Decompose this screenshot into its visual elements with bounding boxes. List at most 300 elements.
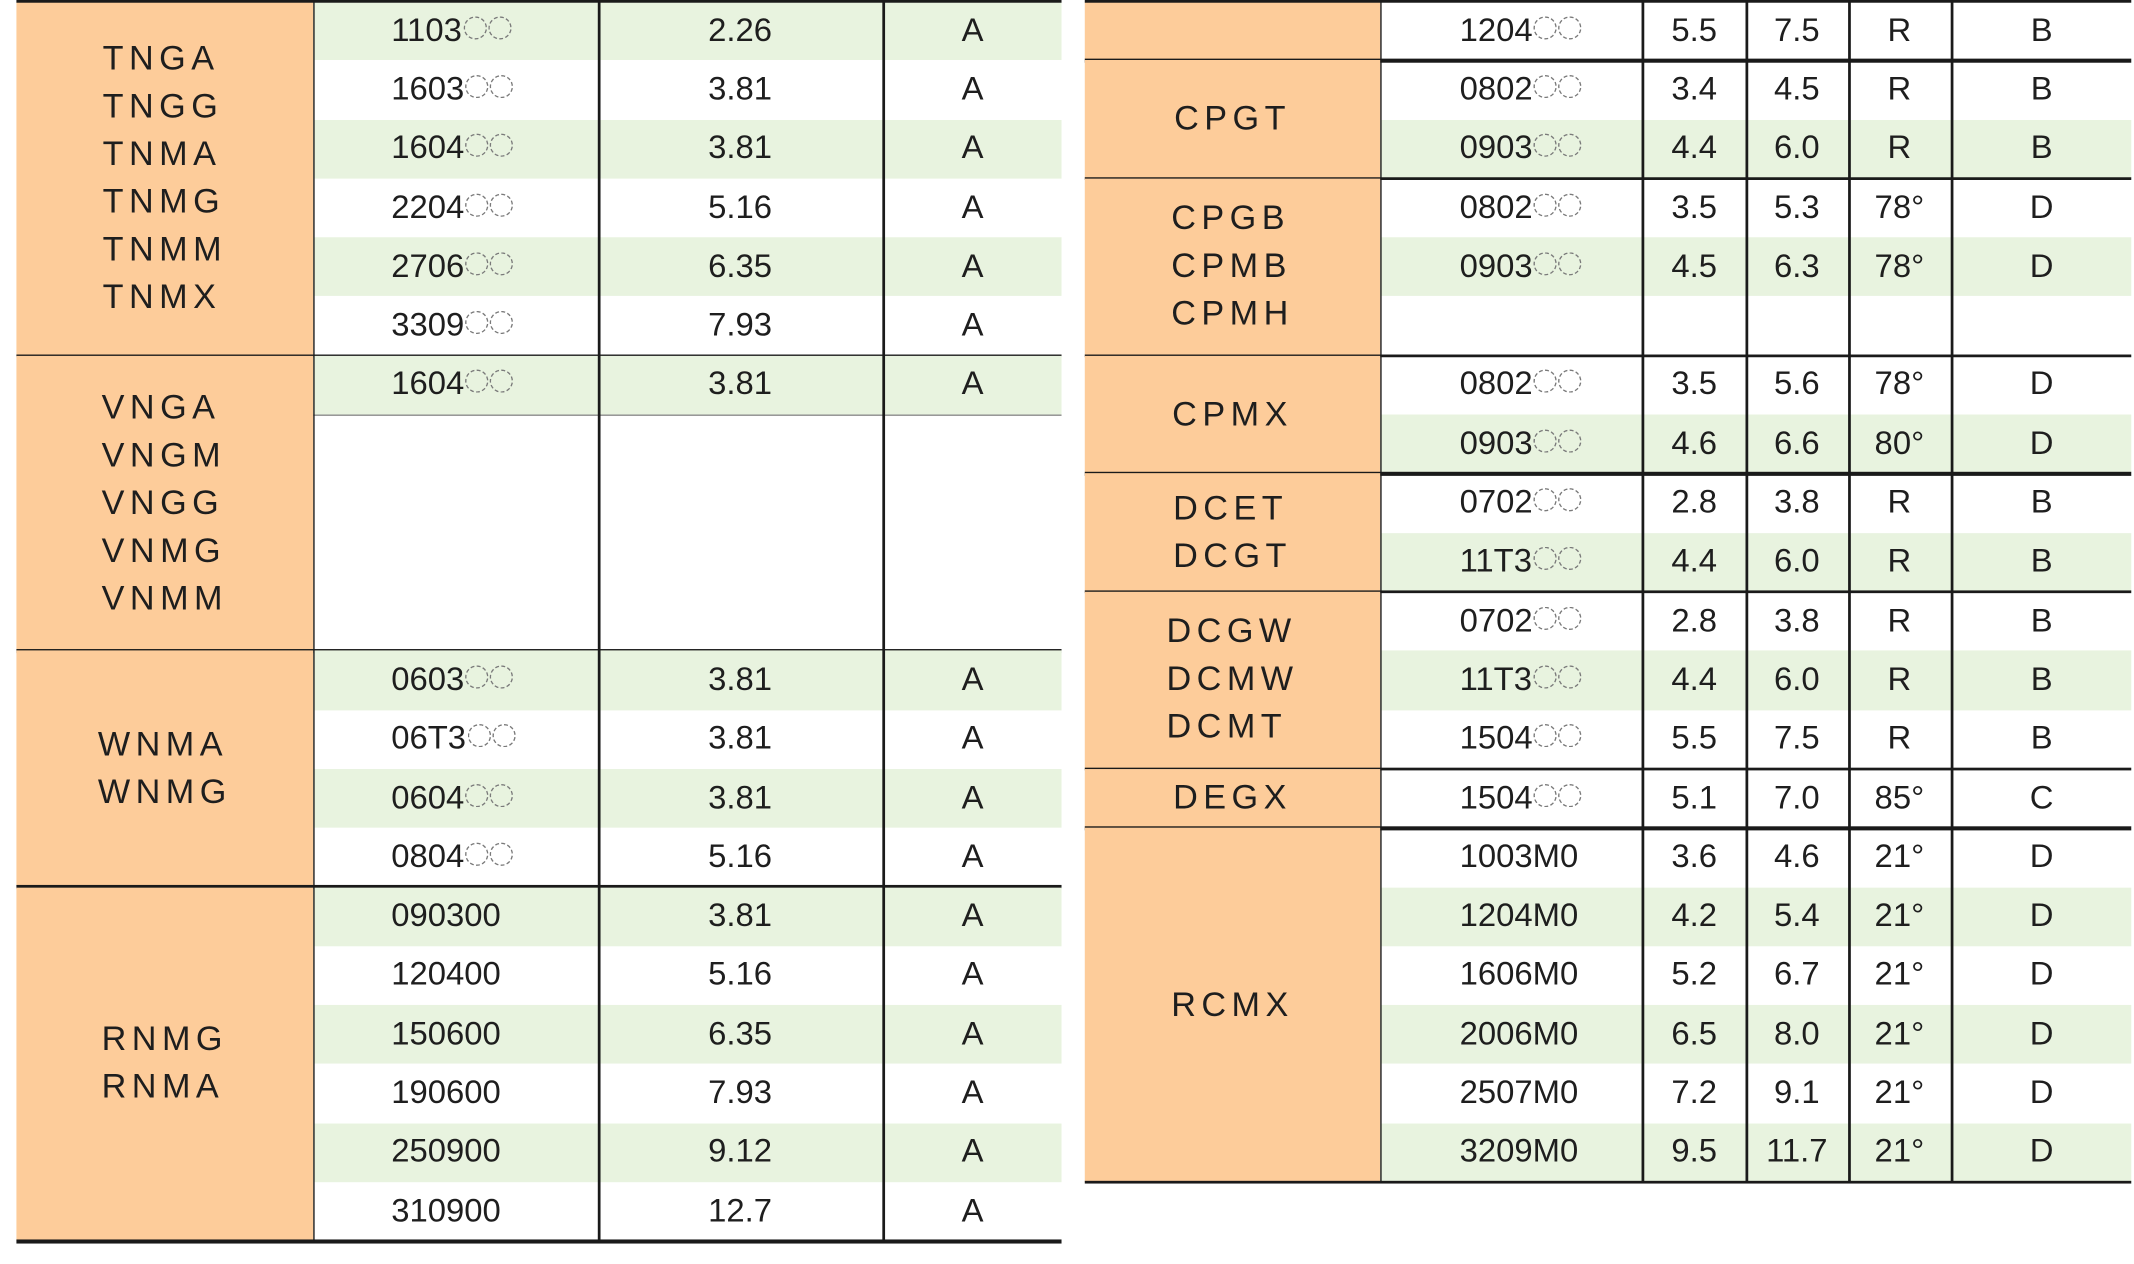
type-cell bbox=[884, 1182, 1062, 1241]
d1-cell bbox=[1643, 1064, 1746, 1123]
type-cell bbox=[884, 60, 1062, 119]
angle-value: 78° bbox=[1874, 247, 1925, 285]
d2-value: 3.8 bbox=[1773, 602, 1820, 640]
type-value: D bbox=[2029, 247, 2054, 285]
empty-row bbox=[313, 592, 1061, 651]
d1-value: 6.5 bbox=[1671, 1015, 1718, 1053]
type-cell bbox=[884, 1064, 1062, 1123]
type-value: B bbox=[2030, 720, 2053, 758]
type-cell bbox=[1952, 887, 2131, 946]
d2-value: 4.6 bbox=[1773, 838, 1820, 876]
type-cell bbox=[1952, 592, 2131, 651]
table-row bbox=[313, 1, 1061, 60]
table-row bbox=[1380, 651, 2131, 710]
ic-cell bbox=[598, 119, 883, 178]
ic-value: 3.81 bbox=[708, 897, 773, 935]
d2-cell bbox=[1746, 828, 1849, 887]
placeholder-circles-icon bbox=[466, 660, 515, 698]
d1-cell bbox=[1643, 946, 1746, 1005]
placeholder-circles-icon bbox=[1533, 542, 1582, 580]
placeholder-circles-icon bbox=[1534, 719, 1583, 757]
angle-value: 21° bbox=[1874, 838, 1925, 876]
type-value: A bbox=[961, 306, 984, 344]
d2-cell bbox=[1746, 60, 1849, 119]
insert-group-label bbox=[16, 651, 313, 887]
size-value: 0804 bbox=[391, 838, 465, 876]
ic-value: 3.81 bbox=[708, 366, 773, 403]
type-value: D bbox=[2029, 956, 2054, 994]
size-cell bbox=[391, 769, 596, 828]
ic-value: 9.12 bbox=[708, 1133, 773, 1171]
ic-cell bbox=[598, 946, 883, 1005]
column-divider bbox=[1951, 1, 1954, 1182]
d1-value: 4.4 bbox=[1671, 129, 1718, 167]
group-divider bbox=[1085, 1181, 2131, 1184]
d1-cell bbox=[1643, 769, 1746, 828]
size-cell bbox=[1460, 769, 1642, 828]
size-cell bbox=[391, 887, 596, 946]
type-cell bbox=[1952, 1123, 2131, 1182]
placeholder-circles-icon bbox=[466, 837, 515, 875]
table-row bbox=[1380, 828, 2131, 887]
d2-cell bbox=[1746, 415, 1849, 474]
insert-code: DCGW bbox=[1166, 612, 1297, 652]
d1-cell bbox=[1643, 415, 1746, 474]
empty-row bbox=[313, 415, 1061, 474]
angle-cell bbox=[1848, 178, 1951, 237]
d2-cell bbox=[1746, 1064, 1849, 1123]
insert-code-list bbox=[1173, 485, 1292, 580]
angle-value: 80° bbox=[1874, 425, 1925, 462]
placeholder-circles-icon bbox=[466, 69, 515, 107]
table-top-rule bbox=[1085, 0, 2131, 3]
d2-cell bbox=[1746, 119, 1849, 178]
size-cell bbox=[391, 178, 596, 237]
placeholder-circles-icon bbox=[1534, 483, 1583, 521]
angle-value: R bbox=[1887, 543, 1912, 580]
ic-cell bbox=[598, 356, 883, 415]
column-divider bbox=[1746, 1, 1749, 1182]
insert-code: TNMG bbox=[102, 182, 226, 221]
d2-value: 9.1 bbox=[1773, 1074, 1820, 1112]
angle-value: 21° bbox=[1874, 897, 1925, 935]
d2-cell bbox=[1746, 356, 1849, 415]
table-row bbox=[313, 356, 1061, 415]
angle-value: R bbox=[1887, 484, 1912, 521]
row-divider bbox=[313, 415, 1061, 416]
d1-cell bbox=[1643, 474, 1746, 533]
d1-cell bbox=[1643, 828, 1746, 887]
ic-value: 6.35 bbox=[708, 1015, 773, 1053]
insert-group-label bbox=[1085, 474, 1380, 592]
angle-cell bbox=[1848, 592, 1951, 651]
insert-code-list bbox=[1171, 981, 1294, 1029]
insert-code-list bbox=[1173, 775, 1292, 823]
type-value: A bbox=[961, 1133, 984, 1171]
insert-code: RNMA bbox=[101, 1068, 225, 1107]
d1-cell bbox=[1643, 533, 1746, 592]
size-value: 0702 bbox=[1459, 484, 1533, 521]
type-cell bbox=[1952, 710, 2131, 769]
type-value: A bbox=[961, 11, 984, 49]
d1-value: 7.2 bbox=[1671, 1074, 1718, 1112]
d2-value: 11.7 bbox=[1766, 1133, 1828, 1171]
size-value: 150600 bbox=[391, 1015, 501, 1053]
d1-cell bbox=[1643, 60, 1746, 119]
size-value: 0802 bbox=[1459, 188, 1533, 226]
size-cell bbox=[391, 651, 596, 710]
empty-row bbox=[1380, 297, 2131, 356]
d1-value: 4.5 bbox=[1671, 247, 1718, 285]
table-row bbox=[1380, 238, 2131, 297]
table-row bbox=[1380, 710, 2131, 769]
table-row bbox=[1380, 533, 2131, 592]
size-value: 250900 bbox=[391, 1133, 501, 1171]
ic-value: 3.81 bbox=[708, 720, 773, 758]
size-cell bbox=[1460, 710, 1642, 769]
type-cell bbox=[884, 828, 1062, 887]
table-row bbox=[313, 651, 1061, 710]
type-value: D bbox=[2029, 188, 2054, 226]
d1-value: 4.6 bbox=[1671, 425, 1718, 462]
type-cell bbox=[1952, 119, 2131, 178]
insert-code: WNMA bbox=[97, 725, 229, 764]
size-value: 0903 bbox=[1459, 247, 1533, 285]
type-value: C bbox=[2029, 779, 2054, 817]
size-cell bbox=[1460, 1, 1642, 60]
insert-code: VNGA bbox=[101, 387, 221, 427]
ic-cell bbox=[598, 769, 883, 828]
type-cell bbox=[884, 238, 1062, 297]
type-value: A bbox=[961, 1015, 984, 1053]
ic-value: 3.81 bbox=[708, 129, 773, 167]
placeholder-circles-icon bbox=[466, 247, 515, 285]
size-cell bbox=[1460, 1005, 1642, 1064]
table-row bbox=[313, 1123, 1061, 1182]
type-cell bbox=[1952, 828, 2131, 887]
angle-cell bbox=[1848, 1123, 1951, 1182]
d1-value: 3.4 bbox=[1671, 70, 1718, 108]
type-cell bbox=[884, 651, 1062, 710]
insert-code: DEGX bbox=[1173, 778, 1292, 817]
size-cell bbox=[1460, 178, 1642, 237]
column-divider bbox=[1380, 1, 1382, 1182]
insert-group-label bbox=[1085, 356, 1380, 474]
d2-value: 4.5 bbox=[1773, 70, 1820, 108]
d1-cell bbox=[1643, 1, 1746, 60]
type-cell bbox=[1952, 533, 2131, 592]
d1-cell bbox=[1643, 356, 1746, 415]
ic-cell bbox=[598, 828, 883, 887]
table-row bbox=[313, 828, 1061, 887]
size-cell bbox=[391, 1182, 596, 1241]
insert-code: TNMA bbox=[102, 134, 222, 174]
size-cell bbox=[1460, 592, 1642, 651]
size-value: 190600 bbox=[391, 1074, 501, 1112]
placeholder-circles-icon bbox=[1534, 10, 1583, 48]
d1-value: 2.8 bbox=[1671, 602, 1718, 640]
column-divider bbox=[598, 1, 601, 1241]
insert-code: TNMX bbox=[102, 278, 222, 317]
d2-cell bbox=[1746, 238, 1849, 297]
ic-cell bbox=[598, 297, 883, 356]
insert-code-list bbox=[98, 721, 232, 816]
table-row bbox=[1380, 356, 2131, 415]
size-value: 0702 bbox=[1459, 602, 1533, 640]
ic-cell bbox=[598, 178, 883, 237]
type-cell bbox=[1952, 651, 2131, 710]
placeholder-circles-icon bbox=[1534, 778, 1583, 816]
angle-cell bbox=[1848, 356, 1951, 415]
ic-cell bbox=[598, 1064, 883, 1123]
d2-cell bbox=[1746, 474, 1849, 533]
insert-code: CPMX bbox=[1172, 394, 1293, 434]
table-row bbox=[313, 946, 1061, 1005]
d2-value: 7.0 bbox=[1773, 779, 1820, 817]
placeholder-circles-icon bbox=[1534, 247, 1583, 285]
type-cell bbox=[1952, 1, 2131, 60]
ic-cell bbox=[598, 887, 883, 946]
type-cell bbox=[884, 1123, 1062, 1182]
size-value: 090300 bbox=[391, 897, 501, 935]
size-value: 2507M0 bbox=[1459, 1074, 1579, 1112]
angle-value: R bbox=[1887, 720, 1912, 758]
size-cell bbox=[391, 60, 596, 119]
angle-cell bbox=[1848, 474, 1951, 533]
size-value: 1504 bbox=[1459, 720, 1533, 758]
insert-code: TNMM bbox=[102, 230, 228, 269]
type-value: B bbox=[2030, 70, 2053, 108]
table-row bbox=[1380, 1123, 2131, 1182]
type-cell bbox=[884, 178, 1062, 237]
angle-cell bbox=[1848, 238, 1951, 297]
angle-value: 21° bbox=[1874, 1074, 1925, 1112]
angle-cell bbox=[1848, 946, 1951, 1005]
size-value: 1604 bbox=[391, 366, 465, 403]
d1-cell bbox=[1643, 651, 1746, 710]
d2-value: 6.6 bbox=[1773, 425, 1820, 462]
ic-cell bbox=[598, 238, 883, 297]
size-cell bbox=[391, 119, 596, 178]
type-value: A bbox=[961, 366, 984, 403]
d1-cell bbox=[1643, 1123, 1746, 1182]
size-cell bbox=[391, 297, 596, 356]
d1-value: 4.2 bbox=[1671, 897, 1718, 935]
type-value: A bbox=[961, 956, 984, 994]
type-cell bbox=[1952, 946, 2131, 1005]
d2-value: 6.0 bbox=[1773, 129, 1820, 167]
d1-value: 4.4 bbox=[1671, 661, 1718, 699]
insert-code: RNMG bbox=[101, 1020, 229, 1059]
insert-code: DCGT bbox=[1173, 536, 1292, 575]
type-value: A bbox=[961, 897, 984, 935]
type-value: A bbox=[961, 720, 984, 758]
table-row bbox=[313, 887, 1061, 946]
table-row bbox=[1380, 887, 2131, 946]
d1-cell bbox=[1643, 592, 1746, 651]
angle-cell bbox=[1848, 60, 1951, 119]
insert-code: DCMW bbox=[1166, 660, 1299, 699]
size-value: 0903 bbox=[1459, 129, 1533, 167]
type-value: B bbox=[2030, 484, 2053, 521]
ic-value: 5.16 bbox=[708, 956, 773, 994]
d2-cell bbox=[1746, 1005, 1849, 1064]
type-value: A bbox=[961, 1192, 984, 1230]
angle-value: R bbox=[1887, 129, 1912, 167]
size-value: 1204 bbox=[1459, 11, 1533, 49]
d2-cell bbox=[1746, 533, 1849, 592]
d2-cell bbox=[1746, 887, 1849, 946]
placeholder-circles-icon bbox=[466, 306, 515, 344]
angle-value: R bbox=[1887, 602, 1912, 640]
size-value: 3309 bbox=[391, 306, 465, 344]
size-value: 2706 bbox=[391, 247, 465, 285]
column-divider bbox=[313, 1, 315, 1241]
size-cell bbox=[391, 1005, 596, 1064]
type-value: B bbox=[2030, 11, 2053, 49]
d1-value: 3.5 bbox=[1671, 188, 1718, 226]
size-cell bbox=[391, 1, 596, 60]
type-cell bbox=[884, 356, 1062, 415]
size-cell bbox=[1460, 651, 1642, 710]
angle-value: 21° bbox=[1874, 1133, 1925, 1171]
insert-group-label bbox=[16, 356, 313, 651]
placeholder-circles-icon bbox=[1534, 424, 1583, 462]
insert-group-label bbox=[1085, 592, 1380, 769]
d1-value: 9.5 bbox=[1671, 1133, 1718, 1171]
table-row bbox=[313, 178, 1061, 237]
size-value: 11T3 bbox=[1459, 661, 1532, 699]
size-value: 1103 bbox=[391, 11, 462, 49]
insert-code: VNMG bbox=[101, 531, 227, 570]
d2-value: 5.3 bbox=[1773, 188, 1820, 226]
type-value: A bbox=[961, 779, 984, 817]
type-value: D bbox=[2029, 1133, 2054, 1171]
size-value: 0604 bbox=[391, 779, 465, 817]
angle-cell bbox=[1848, 710, 1951, 769]
table-row bbox=[1380, 474, 2131, 533]
table-row bbox=[313, 769, 1061, 828]
type-value: D bbox=[2029, 425, 2054, 462]
size-value: 1603 bbox=[391, 70, 465, 108]
d1-value: 5.5 bbox=[1671, 11, 1718, 49]
size-cell bbox=[1460, 238, 1642, 297]
placeholder-circles-icon bbox=[467, 719, 516, 757]
d1-value: 5.1 bbox=[1671, 779, 1718, 817]
insert-code: CPMH bbox=[1171, 294, 1294, 334]
ic-cell bbox=[598, 1, 883, 60]
table-row bbox=[1380, 60, 2131, 119]
d1-cell bbox=[1643, 119, 1746, 178]
size-value: 1003M0 bbox=[1459, 838, 1579, 876]
size-cell bbox=[1460, 887, 1642, 946]
angle-cell bbox=[1848, 119, 1951, 178]
d2-value: 3.8 bbox=[1773, 484, 1820, 521]
table-row bbox=[313, 60, 1061, 119]
size-value: 0802 bbox=[1459, 70, 1533, 108]
size-cell bbox=[1460, 415, 1642, 474]
insert-code-list bbox=[102, 1016, 228, 1111]
insert-code: TNGG bbox=[102, 87, 224, 126]
angle-value: 21° bbox=[1874, 956, 1925, 994]
angle-cell bbox=[1848, 828, 1951, 887]
insert-code: DCMT bbox=[1166, 708, 1288, 747]
size-value: 1204M0 bbox=[1459, 897, 1579, 935]
table-row bbox=[1380, 1005, 2131, 1064]
type-cell bbox=[884, 710, 1062, 769]
placeholder-circles-icon bbox=[1533, 660, 1582, 698]
placeholder-circles-icon bbox=[466, 778, 515, 816]
type-cell bbox=[1952, 238, 2131, 297]
type-cell bbox=[1952, 1064, 2131, 1123]
table-row bbox=[313, 1064, 1061, 1123]
empty-row bbox=[313, 533, 1061, 592]
size-value: 11T3 bbox=[1459, 543, 1532, 580]
table-row bbox=[313, 297, 1061, 356]
type-value: A bbox=[961, 188, 984, 226]
placeholder-circles-icon bbox=[463, 10, 512, 48]
d1-cell bbox=[1643, 238, 1746, 297]
insert-code-list bbox=[1172, 391, 1293, 439]
group-divider bbox=[16, 1240, 1061, 1243]
table-row bbox=[1380, 178, 2131, 237]
insert-code-list bbox=[1166, 609, 1298, 752]
size-cell bbox=[391, 710, 596, 769]
ic-cell bbox=[598, 651, 883, 710]
insert-code: WNMG bbox=[97, 772, 232, 812]
placeholder-circles-icon bbox=[466, 128, 515, 166]
size-value: 2006M0 bbox=[1459, 1015, 1579, 1053]
angle-cell bbox=[1848, 415, 1951, 474]
size-value: 06T3 bbox=[391, 720, 467, 758]
size-value: 310900 bbox=[391, 1192, 501, 1230]
d1-cell bbox=[1643, 887, 1746, 946]
table-row bbox=[313, 119, 1061, 178]
size-cell bbox=[391, 238, 596, 297]
table-row bbox=[313, 1182, 1061, 1241]
type-value: A bbox=[961, 247, 984, 285]
ic-value: 3.81 bbox=[708, 779, 773, 817]
insert-group-label bbox=[16, 1, 313, 355]
type-cell bbox=[884, 769, 1062, 828]
placeholder-circles-icon bbox=[466, 188, 515, 226]
angle-value: 78° bbox=[1874, 366, 1925, 403]
column-divider bbox=[1848, 1, 1851, 1182]
insert-code: CPGT bbox=[1174, 99, 1291, 138]
angle-cell bbox=[1848, 1, 1951, 60]
placeholder-circles-icon bbox=[1534, 601, 1583, 639]
ic-value: 6.35 bbox=[708, 247, 773, 285]
d2-value: 5.6 bbox=[1773, 366, 1820, 403]
type-cell bbox=[884, 887, 1062, 946]
type-value: A bbox=[961, 1074, 984, 1112]
type-cell bbox=[884, 297, 1062, 356]
insert-code-list bbox=[1174, 96, 1291, 144]
ic-cell bbox=[598, 1123, 883, 1182]
insert-code: RCMX bbox=[1171, 985, 1294, 1024]
type-cell bbox=[884, 946, 1062, 1005]
d2-cell bbox=[1746, 592, 1849, 651]
type-value: D bbox=[2029, 838, 2054, 876]
insert-code: VNMM bbox=[101, 578, 229, 618]
d2-value: 6.3 bbox=[1773, 247, 1820, 285]
angle-cell bbox=[1848, 887, 1951, 946]
d1-value: 3.6 bbox=[1671, 838, 1718, 876]
d2-cell bbox=[1746, 1123, 1849, 1182]
ic-cell bbox=[598, 1182, 883, 1241]
placeholder-circles-icon bbox=[1534, 365, 1583, 403]
d1-cell bbox=[1643, 1005, 1746, 1064]
